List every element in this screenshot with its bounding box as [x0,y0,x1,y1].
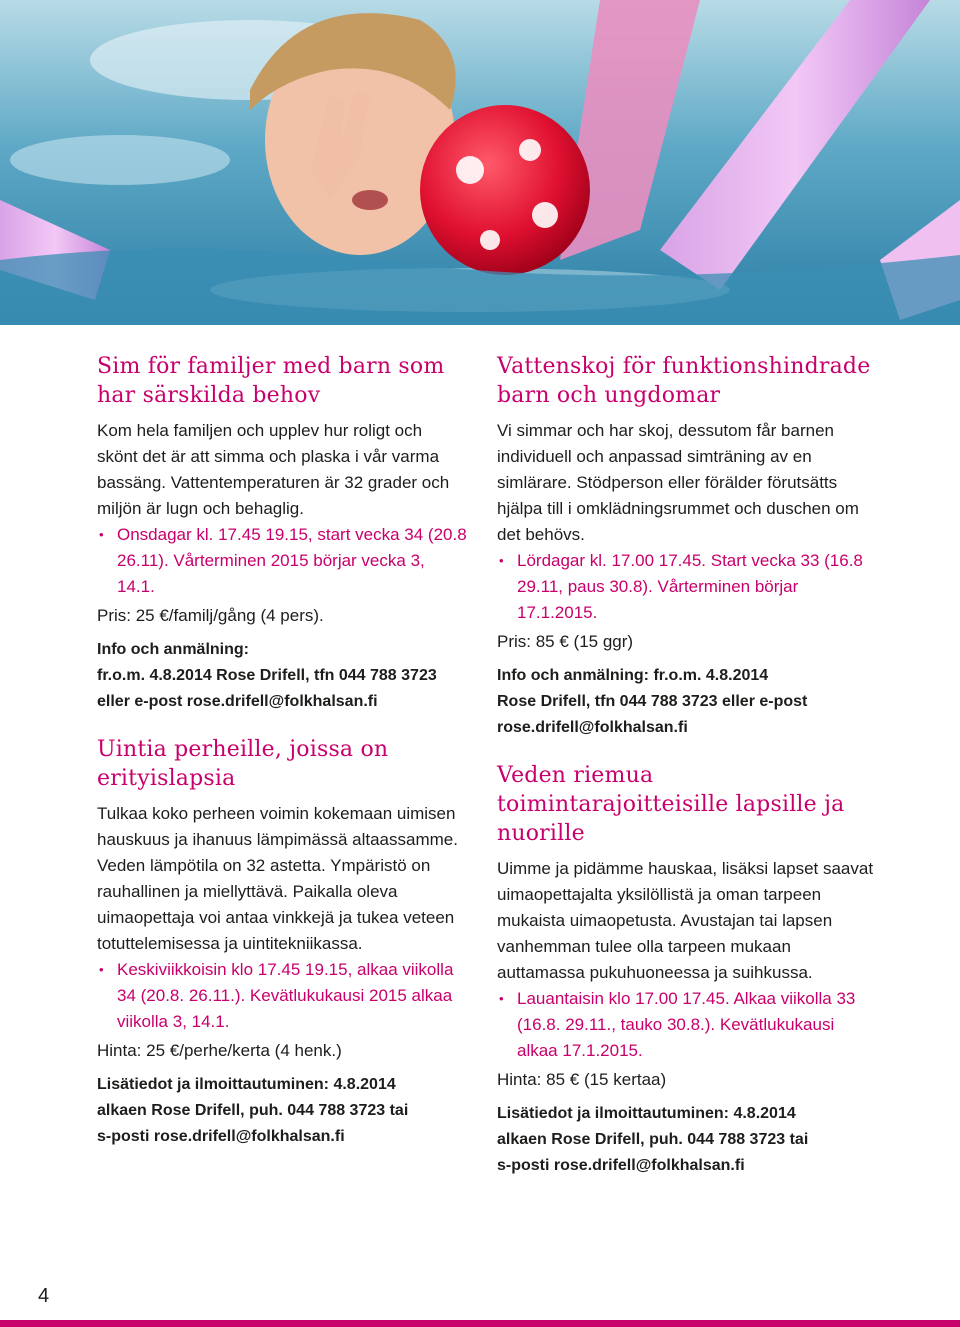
page-number: 4 [38,1285,50,1307]
schedule-bullet: • Lauantaisin klo 17.00 17.45. Alkaa viikolla 33 (16.8. 29.11., tauko 30.8.). Kevätlukukausi alkaa 17.1.2015. [497,986,877,1064]
info-line: Lisätiedot ja ilmoittautuminen: 4.8.2014 [497,1105,796,1122]
info-heading: Info och anmälning: [97,641,249,658]
price-text: Pris: 25 €/familj/gång (4 pers). [97,606,324,625]
schedule-bullet: • Lördagar kl. 17.00 17.45. Start vecka 33 (16.8 29.11, paus 30.8). Vårterminen börjar 17.1.2015. [497,548,877,626]
info-line: Rose Drifell, tfn 044 788 3723 eller e-post [497,693,808,710]
section-body: Kom hela familjen och upplev hur roligt och skönt det är att simma och plaska i vår varma bassäng. Vattentemperaturen är 32 grader och miljön är lugn och behaglig. [97,421,450,518]
info-email-line: rose.drifell@folkhalsan.fi [497,719,688,736]
info-email-line: s-posti rose.drifell@folkhalsan.fi [97,1128,345,1145]
info-line: fr.o.m. 4.8.2014 Rose Drifell, tfn 044 788 3723 [97,667,437,684]
bottom-rule [0,1320,960,1327]
right-column [497,352,877,1179]
price-text: Pris: 85 € (15 ggr) [497,632,634,651]
schedule-bullet: • Onsdagar kl. 17.45 19.15, start vecka 34 (20.8 26.11). Vårterminen 2015 börjar vecka 3, 14.1. [97,522,467,600]
section-body: Uimme ja pidämme hauskaa, lisäksi lapset saavat uimaopettajalta yksilöllistä ja oman tarpeen mukaista uimaopetusta. Avustajan tai lapsen vanhemman tulee olla tarpeen mukaan auttamassa pukuhuoneessa ja suihkussa. [497,859,874,982]
section-body: Vi simmar och har skoj, dessutom får barnen individuell och anpassad simträning av en simlärare. Stödperson eller förälder förutsätts hjälpa till i omklädningsrummet och duschen om det behövs. [497,421,859,544]
price-text: Hinta: 85 € (15 kertaa) [497,1070,667,1089]
section-title-sim-familjer: Sim för familjer med barn som har särskilda behov [97,354,445,408]
info-line: Lisätiedot ja ilmoittautuminen: 4.8.2014 [97,1076,396,1093]
header-photo [0,0,960,325]
section-body: Tulkaa koko perheen voimin kokemaan uimisen hauskuus ja ihanuus lämpimässä altaassamme. Veden lämpötila on 32 astetta. Ympäristö on rauhallinen ja miellyttävä. Paikalla oleva uimaopettaja voi antaa vinkkejä ja tukea veteen totuttelemisessa ja uintitekniikassa. [97,804,458,953]
info-line: alkaen Rose Drifell, puh. 044 788 3723 tai [497,1131,809,1148]
info-email-line: s-posti rose.drifell@folkhalsan.fi [497,1157,745,1174]
section-title-vattenskoj: Vattenskoj för funktionshindrade barn och ungdomar [497,354,871,408]
info-line: alkaen Rose Drifell, puh. 044 788 3723 tai [97,1102,409,1119]
schedule-bullet: • Keskiviikkoisin klo 17.45 19.15, alkaa viikolla 34 (20.8. 26.11.). Kevätlukukausi 2015 alkaa viikolla 3, 14.1. [97,957,467,1035]
section-title-uintia-perheille: Uintia perheille, joissa on erityislapsia [97,737,389,791]
info-email-line: eller e-post rose.drifell@folkhalsan.fi [97,693,378,710]
info-line: Info och anmälning: fr.o.m. 4.8.2014 [497,667,769,684]
price-text: Hinta: 25 €/perhe/kerta (4 henk.) [97,1041,342,1060]
left-column [97,352,467,1150]
section-title-veden-riemua: Veden riemua toimintarajoitteisille lapsille ja nuorille [497,763,845,846]
photo-illustration [0,0,960,325]
